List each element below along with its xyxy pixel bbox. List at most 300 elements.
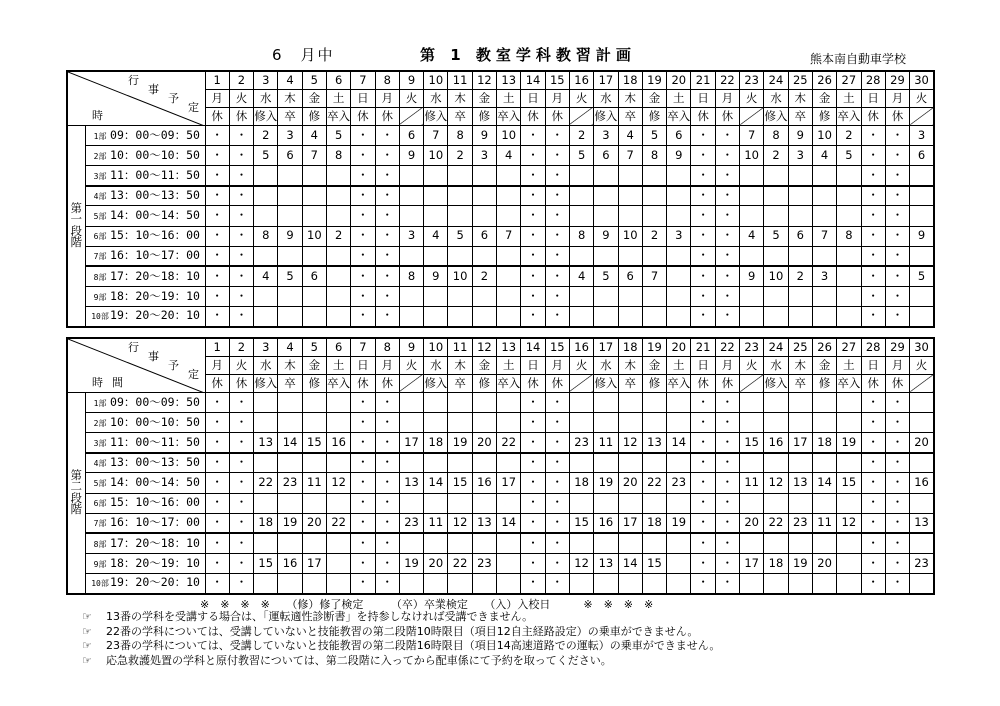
lesson-cell [764,246,788,266]
lesson-cell [910,206,934,226]
lesson-cell: ・ [375,246,399,266]
day-number: 13 [497,71,521,89]
lesson-cell: ・ [885,166,909,186]
lesson-cell: ・ [521,533,545,553]
lesson-cell [642,533,666,553]
lesson-cell: ・ [351,206,375,226]
event-cell: 休 [885,107,909,125]
lesson-cell: 3 [812,266,836,286]
weekday: 日 [691,89,715,107]
lesson-cell [326,306,350,326]
lesson-cell: ・ [545,513,569,533]
lesson-cell: 19 [448,433,472,453]
lesson-cell: 19 [278,513,302,533]
day-number: 29 [885,71,909,89]
lesson-cell: 19 [399,553,423,573]
weekday: 土 [497,89,521,107]
page-title: 第 1 教室学科教習計画 [420,46,636,64]
lesson-cell [740,413,764,433]
lesson-cell [472,413,496,433]
lesson-cell: ・ [229,166,253,186]
lesson-cell [812,493,836,513]
lesson-cell: ・ [715,493,739,513]
lesson-cell [764,533,788,553]
period-number: 5部 [93,479,107,489]
lesson-cell [569,453,593,473]
corner-label: 時 [92,109,103,122]
lesson-cell: 12 [764,473,788,493]
lesson-cell: ・ [229,226,253,246]
period-number: 8部 [93,539,107,549]
lesson-cell [472,246,496,266]
lesson-cell: 10 [497,126,521,146]
lesson-cell: 15 [837,473,861,493]
lesson-cell: 20 [910,433,934,453]
event-cell: 卒 [278,107,302,125]
lesson-cell [764,166,788,186]
school-name: 熊本南自動車学校 [810,52,907,66]
lesson-cell: ・ [351,246,375,266]
lesson-cell [667,393,691,413]
day-number: 26 [812,338,836,356]
lesson-cell: ・ [205,473,229,493]
lesson-cell [618,573,642,593]
period-number: 3部 [93,438,107,448]
lesson-cell [302,413,326,433]
note-item [82,654,720,669]
lesson-cell: ・ [861,453,885,473]
lesson-cell: ・ [375,146,399,166]
lesson-cell: 3 [594,126,618,146]
lesson-cell: ・ [205,533,229,553]
lesson-cell: ・ [229,126,253,146]
lesson-cell [788,306,812,326]
lesson-cell: ・ [691,266,715,286]
lesson-cell: ・ [205,493,229,513]
lesson-cell [642,453,666,473]
lesson-cell [667,306,691,326]
lesson-cell: ・ [545,246,569,266]
lesson-cell: ・ [545,226,569,246]
lesson-cell [399,573,423,593]
lesson-cell [254,246,278,266]
day-number: 14 [521,71,545,89]
period-time [85,453,205,473]
day-number: 21 [691,338,715,356]
weekday: 月 [375,89,399,107]
lesson-cell: ・ [861,166,885,186]
lesson-cell: 23 [667,473,691,493]
lesson-cell [254,413,278,433]
lesson-cell: ・ [861,573,885,593]
period-row [67,413,934,433]
lesson-cell: 18 [254,513,278,533]
lesson-cell: ・ [205,553,229,573]
lesson-cell [812,166,836,186]
day-number: 20 [667,338,691,356]
lesson-cell: 12 [569,553,593,573]
lesson-cell: ・ [205,246,229,266]
lesson-cell: ・ [375,186,399,206]
lesson-cell: 4 [497,146,521,166]
lesson-cell: 9 [399,146,423,166]
lesson-cell: 6 [472,226,496,246]
lesson-cell [278,393,302,413]
lesson-cell: 9 [278,226,302,246]
event-cell: 修入 [764,374,788,392]
period-number: 4部 [93,192,107,202]
lesson-cell [594,393,618,413]
period-time [85,393,205,413]
weekday: 金 [472,89,496,107]
weekday: 木 [448,89,472,107]
event-cell: 休 [375,107,399,125]
lesson-cell: ・ [691,393,715,413]
lesson-cell [788,453,812,473]
period-row [67,226,934,246]
lesson-cell [642,286,666,306]
lesson-cell: ・ [229,306,253,326]
lesson-cell: ・ [521,453,545,473]
lesson-cell: 19 [788,553,812,573]
lesson-cell: ・ [205,413,229,433]
event-cell: 卒入 [837,107,861,125]
lesson-cell: 2 [254,126,278,146]
time-range: 09：00～09：50 [110,127,200,142]
period-row [67,146,934,166]
lesson-cell: ・ [229,493,253,513]
lesson-cell [910,306,934,326]
time-range: 16：10～17：00 [110,515,200,530]
lesson-cell [278,306,302,326]
event-cell: 修 [302,374,326,392]
lesson-cell: 2 [472,266,496,286]
lesson-cell: 11 [812,513,836,533]
corner-label: 定 [188,368,199,381]
lesson-cell: ・ [205,393,229,413]
lesson-cell [812,286,836,306]
weekday: 火 [229,356,253,374]
lesson-cell [569,533,593,553]
lesson-cell [667,206,691,226]
lesson-cell: ・ [545,393,569,413]
lesson-cell [837,413,861,433]
event-cell: 休 [691,107,715,125]
lesson-cell [424,393,448,413]
lesson-cell: 18 [424,433,448,453]
lesson-cell: 13 [910,513,934,533]
lesson-cell [910,186,934,206]
lesson-cell: 6 [399,126,423,146]
pointing-hand-icon: ☞ [82,639,92,652]
corner-label: 間 [112,376,123,389]
day-number: 17 [594,338,618,356]
event-cell: 休 [351,374,375,392]
lesson-cell: ・ [205,186,229,206]
weekday: 木 [788,89,812,107]
lesson-cell [472,166,496,186]
lesson-cell: ・ [715,266,739,286]
lesson-cell: ・ [351,306,375,326]
lesson-cell [594,286,618,306]
lesson-cell: ・ [861,433,885,453]
period-number: 6部 [93,232,107,242]
lesson-cell: ・ [545,493,569,513]
weekday: 日 [351,89,375,107]
lesson-cell: ・ [375,473,399,493]
lesson-cell [618,413,642,433]
lesson-cell: ・ [521,573,545,593]
lesson-cell [618,393,642,413]
lesson-cell [569,206,593,226]
note-text: 応急救護処置の学科と原付教習については、第二段階に入ってから配車係にて予約を取ってください。 [106,653,612,667]
lesson-cell: 13 [472,513,496,533]
lesson-cell: 3 [399,226,423,246]
period-number: 5部 [93,212,107,222]
lesson-cell [618,246,642,266]
time-range: 11：00～11：50 [110,434,200,449]
event-cell: 休 [375,374,399,392]
day-number: 16 [569,338,593,356]
lesson-cell [278,286,302,306]
lesson-cell: ・ [885,413,909,433]
lesson-cell: ・ [351,413,375,433]
lesson-cell [837,206,861,226]
lesson-cell: 10 [302,226,326,246]
event-cell: 修 [472,374,496,392]
lesson-cell: ・ [375,513,399,533]
lesson-cell [740,306,764,326]
lesson-cell: ・ [545,553,569,573]
lesson-cell [472,493,496,513]
lesson-cell [302,453,326,473]
lesson-cell: 9 [424,266,448,286]
event-cell: 休 [521,107,545,125]
lesson-cell [254,393,278,413]
time-range: 14：00～14：50 [110,208,200,223]
day-number-row [67,71,934,89]
lesson-cell: 6 [278,146,302,166]
lesson-cell [399,186,423,206]
lesson-cell [812,186,836,206]
lesson-cell [642,393,666,413]
lesson-cell [667,166,691,186]
lesson-cell: ・ [229,433,253,453]
lesson-cell: ・ [375,533,399,553]
period-number: 2部 [93,418,107,428]
lesson-cell: ・ [229,473,253,493]
lesson-cell: ・ [521,393,545,413]
weekday: 木 [278,89,302,107]
event-cell: 卒 [618,107,642,125]
weekday: 金 [812,356,836,374]
lesson-cell: ・ [861,126,885,146]
lesson-cell: 13 [399,473,423,493]
day-number: 6 [326,338,350,356]
lesson-cell: ・ [229,573,253,593]
lesson-cell [497,206,521,226]
period-number: 7部 [93,519,107,529]
lesson-cell: ・ [229,246,253,266]
lesson-cell: 6 [594,146,618,166]
day-number: 4 [278,338,302,356]
lesson-cell [424,246,448,266]
day-number: 28 [861,338,885,356]
period-number: 8部 [93,272,107,282]
lesson-cell [497,266,521,286]
day-number: 18 [618,338,642,356]
lesson-cell [910,246,934,266]
no-event-cell [399,107,423,125]
lesson-cell [302,533,326,553]
lesson-cell: ・ [205,286,229,306]
weekday: 日 [521,356,545,374]
event-cell: 修 [472,107,496,125]
event-cell: 卒入 [326,107,350,125]
lesson-cell: ・ [861,226,885,246]
lesson-cell [642,413,666,433]
period-time [85,206,205,226]
lesson-cell [278,533,302,553]
lesson-cell [667,573,691,593]
stage-label-char: 一 [70,212,82,227]
lesson-cell: 5 [448,226,472,246]
lesson-cell: ・ [545,473,569,493]
lesson-cell: 12 [837,513,861,533]
lesson-cell [424,573,448,593]
lesson-cell: 20 [302,513,326,533]
weekday: 水 [254,356,278,374]
stage-label-char: 段 [70,490,82,505]
lesson-cell [254,166,278,186]
period-time [85,126,205,146]
stage-label-char: 第 [70,200,82,215]
lesson-cell [399,206,423,226]
period-row [67,266,934,286]
event-cell: 休 [229,374,253,392]
lesson-cell: 8 [642,146,666,166]
lesson-cell: 15 [254,553,278,573]
lesson-cell [326,166,350,186]
lesson-cell: ・ [375,226,399,246]
period-row [67,186,934,206]
lesson-cell: ・ [691,186,715,206]
lesson-cell: ・ [691,513,715,533]
lesson-cell: ・ [545,306,569,326]
lesson-cell: 16 [278,553,302,573]
lesson-cell [910,533,934,553]
period-number: 1部 [93,131,107,141]
lesson-cell [448,186,472,206]
notes-list [82,610,720,668]
period-time [85,473,205,493]
lesson-cell: ・ [691,413,715,433]
lesson-cell: ・ [885,306,909,326]
lesson-cell: ・ [715,413,739,433]
lesson-cell [278,493,302,513]
lesson-cell: 15 [740,433,764,453]
lesson-cell: 13 [642,433,666,453]
lesson-cell: 20 [424,553,448,573]
lesson-cell [424,453,448,473]
lesson-cell: ・ [715,433,739,453]
lesson-cell [424,306,448,326]
lesson-cell: ・ [545,186,569,206]
lesson-cell [812,206,836,226]
lesson-cell: ・ [205,126,229,146]
lesson-cell: ・ [351,286,375,306]
lesson-cell: ・ [861,413,885,433]
lesson-cell: ・ [861,186,885,206]
period-time [85,513,205,533]
legend-line: ※ ※ ※ ※ （修）修了検定 （卒）卒業検定 （入）入校日 ※ ※ ※ ※ [200,598,654,611]
lesson-cell [399,166,423,186]
period-time [85,533,205,553]
lesson-cell: ・ [885,146,909,166]
lesson-cell: ・ [691,286,715,306]
lesson-cell [740,573,764,593]
weekday: 火 [740,356,764,374]
lesson-cell [618,206,642,226]
lesson-cell: ・ [351,553,375,573]
day-number: 15 [545,71,569,89]
lesson-cell [497,573,521,593]
time-range: 15：10～16：00 [110,495,200,510]
period-row [67,553,934,573]
weekday: 金 [302,356,326,374]
period-time [85,413,205,433]
time-range: 16：10～17：00 [110,248,200,263]
lesson-cell: ・ [375,433,399,453]
lesson-cell [399,453,423,473]
lesson-cell [667,553,691,573]
event-cell: 卒入 [837,374,861,392]
lesson-cell [278,166,302,186]
lesson-cell: 4 [812,146,836,166]
lesson-cell: ・ [545,573,569,593]
lesson-cell: 9 [667,146,691,166]
day-number: 10 [424,71,448,89]
lesson-cell [472,533,496,553]
lesson-cell: 2 [569,126,593,146]
lesson-cell: 19 [594,473,618,493]
lesson-cell [569,286,593,306]
period-number: 1部 [93,398,107,408]
lesson-cell: ・ [885,553,909,573]
period-row [67,166,934,186]
lesson-cell [399,393,423,413]
note-item [82,610,720,625]
lesson-cell: ・ [885,433,909,453]
lesson-cell: ・ [351,473,375,493]
event-cell: 休 [691,374,715,392]
lesson-cell [642,186,666,206]
event-cell: 修 [642,374,666,392]
lesson-cell: ・ [545,533,569,553]
event-cell: 休 [885,374,909,392]
lesson-cell: 2 [448,146,472,166]
day-number: 7 [351,338,375,356]
lesson-cell [254,453,278,473]
lesson-cell: ・ [205,513,229,533]
lesson-cell [569,186,593,206]
lesson-cell: ・ [205,453,229,473]
lesson-cell: 5 [837,146,861,166]
no-event-cell [569,374,593,392]
day-number: 6 [326,71,350,89]
lesson-cell [569,166,593,186]
lesson-cell [618,306,642,326]
